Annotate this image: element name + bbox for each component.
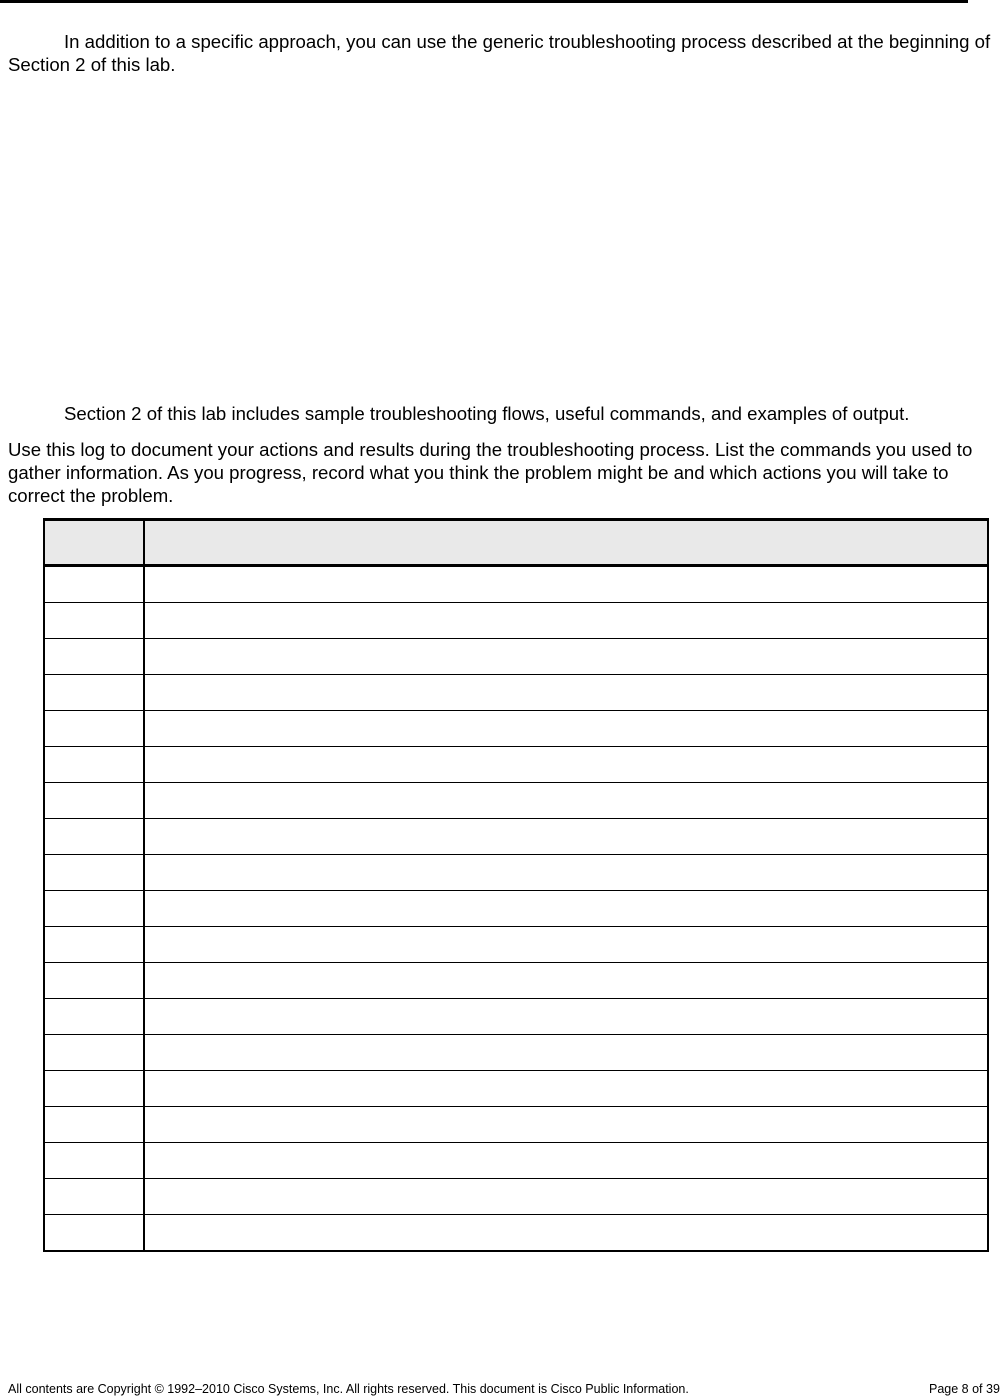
- intro-paragraph: In addition to a specific approach, you can use the generic troubleshooting process described at the beginning of Section 2 of this lab.: [8, 31, 991, 75]
- table-cell-entry[interactable]: [144, 999, 988, 1035]
- table-cell-step[interactable]: [44, 819, 144, 855]
- table-row: [44, 819, 988, 855]
- table-row: [44, 1215, 988, 1252]
- table-header-cell-2: [144, 520, 988, 566]
- table-cell-entry[interactable]: [144, 783, 988, 819]
- table-cell-step[interactable]: [44, 891, 144, 927]
- table-row: [44, 1035, 988, 1071]
- table-row: [44, 927, 988, 963]
- table-row: [44, 963, 988, 999]
- table-cell-entry[interactable]: [144, 927, 988, 963]
- log-instructions-paragraph: Use this log to document your actions and results during the troubleshooting process. List the commands you used to gather information. As you progress, record what you think the problem might be and which actions you will take to correct the problem.: [8, 439, 973, 506]
- table-row: [44, 855, 988, 891]
- table-cell-entry[interactable]: [144, 639, 988, 675]
- troubleshooting-log-table: [43, 518, 989, 1252]
- table-cell-step[interactable]: [44, 1215, 144, 1252]
- header-rule: [0, 0, 968, 3]
- table-cell-step[interactable]: [44, 639, 144, 675]
- table-cell-entry[interactable]: [144, 1107, 988, 1143]
- table-cell-step[interactable]: [44, 675, 144, 711]
- table-cell-step[interactable]: [44, 566, 144, 603]
- table-header-row: [44, 520, 988, 566]
- table-cell-entry[interactable]: [144, 1179, 988, 1215]
- table-cell-step[interactable]: [44, 927, 144, 963]
- table-row: [44, 675, 988, 711]
- table-cell-entry[interactable]: [144, 747, 988, 783]
- table-row: [44, 566, 988, 603]
- table-cell-entry[interactable]: [144, 1071, 988, 1107]
- section-reference-paragraph: Section 2 of this lab includes sample troubleshooting flows, useful commands, and examples of output.: [64, 403, 910, 424]
- table-cell-step[interactable]: [44, 1035, 144, 1071]
- table-cell-step[interactable]: [44, 783, 144, 819]
- table-cell-step[interactable]: [44, 747, 144, 783]
- table-row: [44, 999, 988, 1035]
- table-row: [44, 1179, 988, 1215]
- table-cell-step[interactable]: [44, 999, 144, 1035]
- table-header-cell-1: [44, 520, 144, 566]
- table-row: [44, 891, 988, 927]
- table-cell-entry[interactable]: [144, 891, 988, 927]
- table-cell-entry[interactable]: [144, 1035, 988, 1071]
- log-table-body: [44, 566, 988, 1252]
- table-row: [44, 639, 988, 675]
- table-cell-step[interactable]: [44, 1179, 144, 1215]
- table-cell-step[interactable]: [44, 711, 144, 747]
- table-cell-entry[interactable]: [144, 1215, 988, 1252]
- table-cell-entry[interactable]: [144, 963, 988, 999]
- table-row: [44, 1071, 988, 1107]
- table-cell-entry[interactable]: [144, 819, 988, 855]
- table-cell-entry[interactable]: [144, 566, 988, 603]
- table-cell-step[interactable]: [44, 1107, 144, 1143]
- table-cell-entry[interactable]: [144, 1143, 988, 1179]
- table-cell-step[interactable]: [44, 855, 144, 891]
- table-row: [44, 783, 988, 819]
- table-row: [44, 747, 988, 783]
- table-cell-entry[interactable]: [144, 603, 988, 639]
- table-cell-step[interactable]: [44, 963, 144, 999]
- table-row: [44, 1143, 988, 1179]
- copyright-footer: All contents are Copyright © 1992–2010 Cisco Systems, Inc. All rights reserved. This document is Cisco Public Information.: [8, 1382, 689, 1396]
- table-cell-entry[interactable]: [144, 711, 988, 747]
- table-cell-entry[interactable]: [144, 855, 988, 891]
- table-cell-step[interactable]: [44, 1071, 144, 1107]
- table-cell-entry[interactable]: [144, 675, 988, 711]
- table-cell-step[interactable]: [44, 1143, 144, 1179]
- table-row: [44, 603, 988, 639]
- table-row: [44, 711, 988, 747]
- table-cell-step[interactable]: [44, 603, 144, 639]
- page-number: Page 8 of 39: [929, 1382, 1000, 1396]
- table-row: [44, 1107, 988, 1143]
